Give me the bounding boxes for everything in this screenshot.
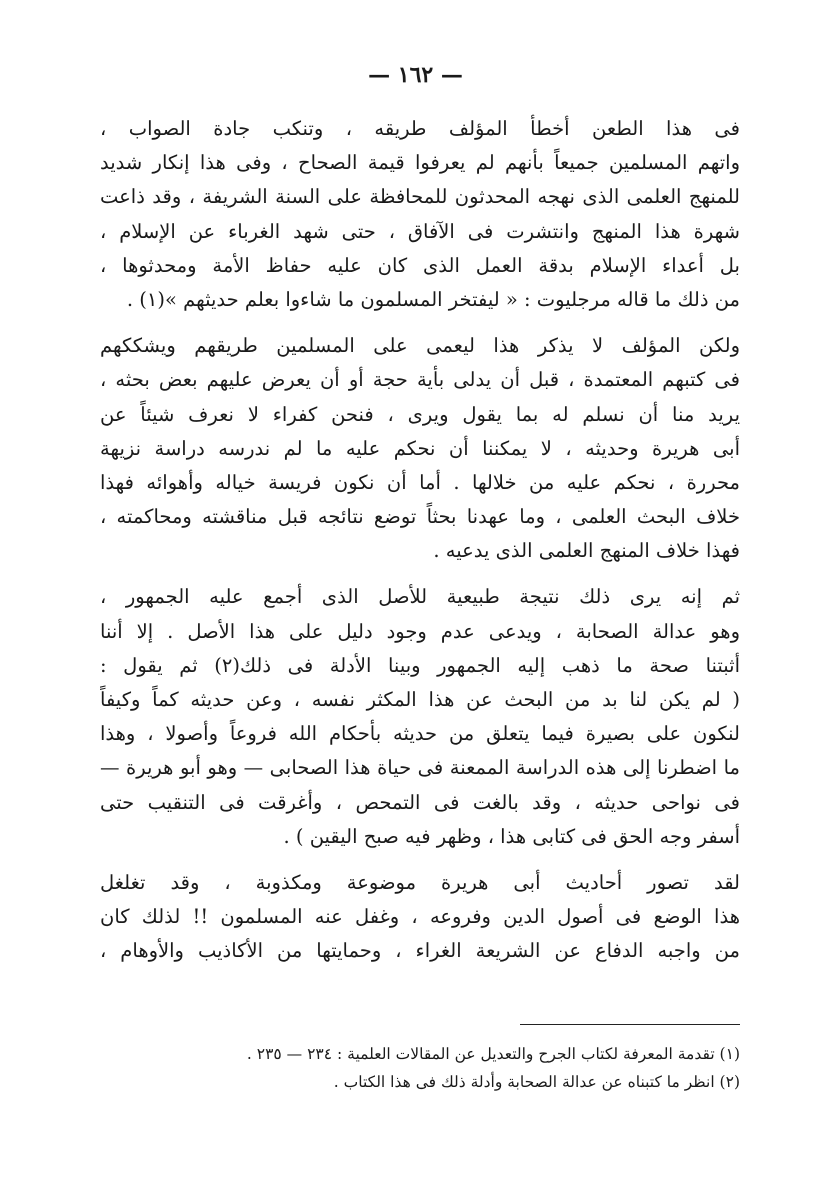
text-line: واتهم المسلمين جميعاً بأنهم لم يعرفوا قيمة الصحاح ، وفى هذا إنكار شديد — [100, 151, 740, 175]
text-line: هذا الوضع فى أصول الدين وفروعه ، وغفل عنه المسلمون !! لذلك كان — [100, 905, 740, 929]
paragraph-1 — [100, 112, 740, 317]
text-line: من واجبه الدفاع عن الشريعة الغراء ، وحمايتها من الأكاذيب والأوهام ، — [100, 939, 740, 963]
text-line: أسفر وجه الحق فى كتابى هذا ، وظهر فيه صبح اليقين ) . — [283, 824, 740, 848]
text-line: بل أعداء الإسلام بدقة العمل الذى كان عليه حفاظ الأمة ومحدثوها ، — [100, 253, 740, 277]
paragraph-2 — [100, 329, 740, 568]
footnote-divider — [520, 1024, 740, 1025]
text-line: أثبتنا صحة ما ذهب إليه الجمهور وبينا الأدلة فى ذلك(٢) ثم يقول : — [100, 653, 740, 677]
text-line: يريد منا أن نسلم له بما يقول ويرى ، فنحن كفراء لا نعرف شيئاً عن — [100, 402, 740, 426]
text-line: لنكون على بصيرة فيما يتعلق من حديثه بأحكام الله فروعاً وأصولا ، وهذا — [100, 722, 740, 746]
paragraph-4 — [100, 866, 740, 969]
text-line: وهو عدالة الصحابة ، ويدعى عدم وجود دليل على هذا الأصل . إلا أننا — [100, 619, 740, 643]
paragraph-3 — [100, 580, 740, 854]
text-line: محررة ، نحكم عليه من خلالها . أما أن نكون فريسة خياله وأهوائه فهذا — [100, 470, 740, 494]
text-line: خلاف البحث العلمى ، وما عهدنا بحثاً توضع نتائجه قبل مناقشته ومحاكمته ، — [100, 505, 740, 529]
text-line: فى كتبهم المعتمدة ، قبل أن يدلى بأية حجة أو أن يعرض عليهم بعض بحثه ، — [100, 368, 740, 392]
text-line: للمنهج العلمى الذى نهجه المحدثون للمحافظة على السنة الشريفة ، وقد ذاعت — [100, 185, 740, 209]
text-line: من ذلك ما قاله مرجليوت : « ليفتخر المسلمون ما شاءوا بعلم حديثهم »(١) . — [126, 287, 740, 311]
body-text — [100, 112, 740, 969]
text-line: ثم إنه يرى ذلك نتيجة طبيعية للأصل الذى أجمع عليه الجمهور ، — [100, 585, 740, 609]
text-line: فى نواحى حديثه ، وقد بالغت فى التمحص ، وأغرقت فى التنقيب حتى — [100, 790, 740, 814]
text-line: ما اضطرنا إلى هذه الدراسة الممعنة فى حياة هذا الصحابى — وهو أبو هريرة — — [100, 756, 740, 780]
text-line: أبى هريرة وحديثه ، لا يمكننا أن نحكم عليه ما لم ندرسه دراسة نزيهة — [100, 436, 740, 460]
text-line: لقد تصور أحاديث أبى هريرة موضوعة ومكذوبة ، وقد تغلغل — [100, 870, 740, 894]
text-line: ( لم يكن لنا بد من البحث عن هذا المكثر نفسه ، وعن حديثه كماً وكيفاً — [100, 688, 740, 711]
text-line: شهرة هذا المنهج وانتشرت فى الآفاق ، حتى شهد الغرباء عن الإسلام ، — [100, 219, 740, 243]
text-line: ولكن المؤلف لا يذكر هذا ليعمى على المسلمين طريقهم ويشككهم — [100, 334, 740, 358]
page-number: — ١٦٢ — — [368, 62, 463, 88]
footnotes — [120, 1040, 740, 1096]
text-line: فى هذا الطعن أخطأ المؤلف طريقه ، وتنكب جادة الصواب ، — [100, 117, 740, 140]
footnote-2: (٢) انظر ما كتبناه عن عدالة الصحابة وأدلة ذلك فى هذا الكتاب . — [333, 1073, 740, 1091]
text-line: فهذا خلاف المنهج العلمى الذى يدعيه . — [433, 539, 740, 563]
footnote-1: (١) تقدمة المعرفة لكتاب الجرح والتعديل عن المقالات العلمية : ٢٣٤ — ٢٣٥ . — [246, 1045, 740, 1063]
